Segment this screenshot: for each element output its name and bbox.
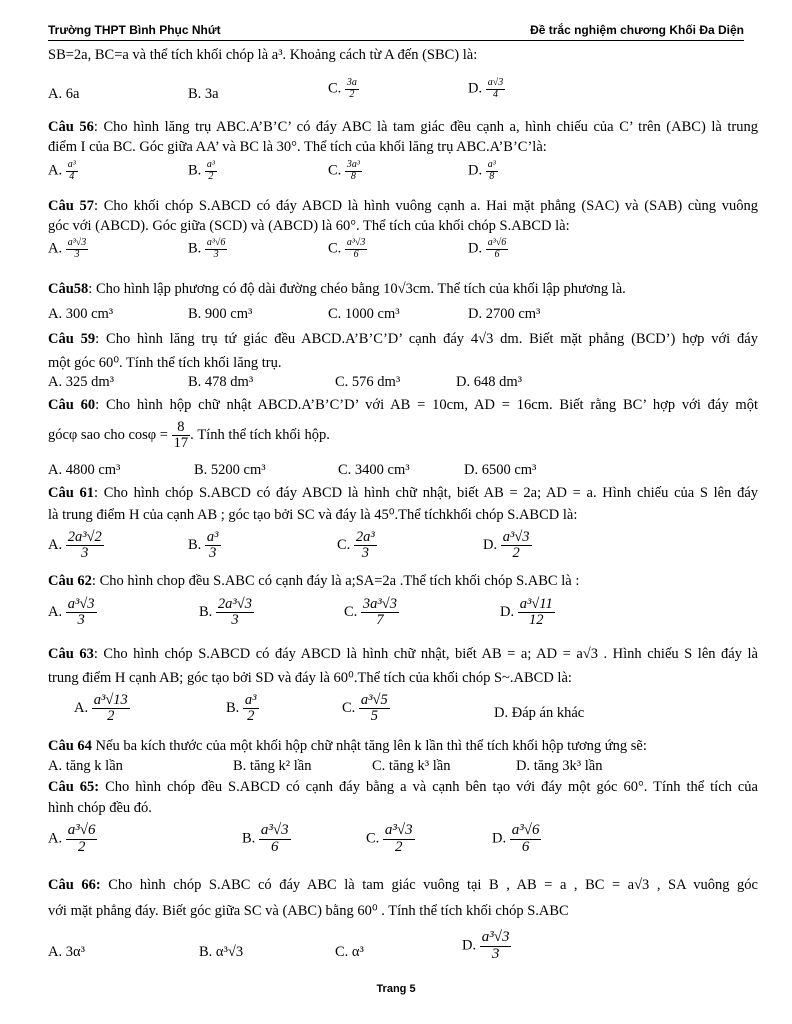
- page-number: Trang 5: [376, 983, 416, 995]
- q59-option-c: C. 576 dm³: [335, 374, 401, 390]
- q61-line1: Câu 61: Cho hình chóp S.ABCD có đáy ABCD là hình chữ nhật, biết AB = 2a; AD = a. Hình chiếu của S lên đáy: [48, 485, 759, 501]
- q63-option-c: C. $\frac{\text{a³√5}}{5}$: [342, 692, 388, 725]
- school-name: Trường THPT Bình Phục Nhứt: [48, 23, 221, 37]
- q62-option-a: A. $\frac{\text{a³√3}}{3}$: [48, 596, 95, 629]
- q65-option-c: C. $\frac{\text{a³√3}}{2}$: [366, 822, 413, 855]
- q62-text: Câu 62: Cho hình chop đều S.ABC có cạnh đáy là a;SA=2a .Thể tích khối chóp S.ABC là :: [48, 573, 580, 589]
- q57-line2: góc với (ABCD). Góc giữa (SCD) và (ABCD) là 60°. Thể tích của khối chóp S.ABCD là:: [48, 218, 570, 234]
- q65-option-a: A. $\frac{\text{a³√6}}{2}$: [48, 822, 96, 855]
- q61-option-c: C. $\frac{\text{2a³}}{3}$: [337, 529, 375, 562]
- q56-option-b: B. $\frac{\text{a³}}{2}$: [188, 159, 215, 182]
- q59-line1: Câu 59: Cho hình lăng trụ tứ giác đều ABCD.A’B’C’D’ cạnh đáy 4√3 dm. Biết mặt phẳng (BCD’) hợp với đáy: [48, 331, 758, 347]
- q61-option-a: A. $\frac{\text{2a³√2}}{3}$: [48, 529, 102, 562]
- q55-option-a: A. 6a: [48, 86, 80, 102]
- q63-line1: Câu 63: Cho hình chóp S.ABCD có đáy ABCD là hình chữ nhật, biết AB = a; AD = a√3 . Hình chiếu S lên đáy là: [48, 646, 758, 662]
- q62-option-c: C. $\frac{\text{3a³√3}}{7}$: [344, 596, 397, 629]
- q55-text: SB=2a, BC=a và thể tích khối chóp là a³. Khoảng cách từ A đến (SBC) là:: [48, 47, 478, 63]
- q66-option-c: C. α³: [335, 944, 364, 960]
- q66-option-a: A. 3α³: [48, 944, 85, 960]
- q61-option-b: B. $\frac{\text{a³}}{3}$: [188, 529, 219, 562]
- q57-line1: Câu 57: Cho khối chóp S.ABCD có đáy ABCD là hình vuông cạnh a. Hai mặt phẳng (SAC) và (SAB) cùng vuông: [48, 198, 758, 214]
- q57-option-c: C. $\frac{\text{a³√3}}{6}$: [328, 237, 366, 260]
- q61-line2: là trung điểm H của cạnh AB ; góc tạo bởi SC và đáy là 45⁰.Thể tíchkhối chóp S.ABCD là:: [48, 507, 578, 523]
- q64-option-b: B. tăng k² lần: [233, 758, 312, 774]
- q59-line2: một góc 60⁰. Tính thể tích khối lăng trụ.: [48, 355, 282, 371]
- q58-option-c: C. 1000 cm³: [328, 306, 400, 322]
- q60-option-d: D. 6500 cm³: [464, 462, 537, 478]
- q58-text: Câu58: Cho hình lập phương có độ dài đường chéo bằng 10√3cm. Thể tích của khối lập phương là.: [48, 281, 626, 297]
- q66-line1: Câu 66: Cho hình chóp S.ABC có đáy ABC là tam giác vuông tại B , AB = a , BC = a√3 , SA vuông góc: [48, 877, 758, 893]
- q63-option-a: A. $\frac{\text{a³√13}}{2}$: [74, 692, 128, 725]
- q57-option-a: A. $\frac{\text{a³√3}}{3}$: [48, 237, 87, 260]
- q56-line1: Câu 56: Cho hình lăng trụ ABC.A’B’C’ có đáy ABC là tam giác đều cạnh a, hình chiếu của C’ trên (ABC) là trung: [48, 119, 758, 135]
- q66-line2: với mặt phẳng đáy. Biết góc giữa SC và (ABC) bằng 60⁰ . Tính thể tích khối chóp S.ABC: [48, 903, 569, 919]
- q65-line1: Câu 65: Cho hình chóp đều S.ABCD có cạnh đáy bằng a và cạnh bên tạo với đáy một góc 60°. Tính thể tích của: [48, 779, 758, 795]
- q55-option-b: B. 3a: [188, 86, 219, 102]
- q65-line2: hình chóp đều đó.: [48, 800, 152, 816]
- q56-option-d: D. $\frac{\text{a³}}{8}$: [468, 159, 496, 182]
- q65-option-b: B. $\frac{\text{a³√3}}{6}$: [242, 822, 289, 855]
- q63-option-d: D. Đáp án khác: [494, 705, 585, 721]
- q61-option-d: D. $\frac{\text{a³√3}}{2}$: [483, 529, 530, 562]
- q55-option-d: D. $\frac{a√3}{4}$: [468, 77, 504, 100]
- q59-option-b: B. 478 dm³: [188, 374, 254, 390]
- q58-option-d: D. 2700 cm³: [468, 306, 541, 322]
- q56-line2: điểm I của BC. Góc giữa AA’ và BC là 30°. Thể tích của khối lăng trụ ABC.A’B’C’là:: [48, 139, 547, 155]
- q58-option-a: A. 300 cm³: [48, 306, 114, 322]
- q63-option-b: B. $\frac{\text{a³}}{2}$: [226, 692, 257, 725]
- q62-option-d: D. $\frac{\text{a³√11}}{12}$: [500, 596, 553, 629]
- q66-option-b: B. α³√3: [199, 944, 244, 960]
- q60-line2: gócφ sao cho cosφ = $\frac{8}{17}$ . Tính thể tích khối hộp.: [48, 419, 330, 452]
- q64-option-a: A. tăng k lần: [48, 758, 123, 774]
- q58-option-b: B. 900 cm³: [188, 306, 253, 322]
- page-header: [48, 20, 744, 41]
- q56-option-c: C. $\frac{\text{3a³}}{8}$: [328, 159, 360, 182]
- q57-option-d: D. $\frac{\text{a³√6}}{6}$: [468, 237, 507, 260]
- q64-option-d: D. tăng 3k³ lần: [516, 758, 603, 774]
- q55-option-c: C. $\frac{3a}{2}$: [328, 77, 357, 100]
- q65-option-d: D. $\frac{\text{a³√6}}{6}$: [492, 822, 540, 855]
- q60-option-c: C. 3400 cm³: [338, 462, 410, 478]
- q64-text: Câu 64 Nếu ba kích thước của một khối hộp chữ nhật tăng lên k lần thì thể tích khối hộp tương ứng sẽ:: [48, 738, 647, 754]
- q64-option-c: C. tăng k³ lần: [372, 758, 451, 774]
- q60-line1: Câu 60: Cho hình hộp chữ nhật ABCD.A’B’C’D’ với AB = 10cm, AD = 16cm. Biết rằng BC’ hợp với đáy một: [48, 397, 758, 413]
- q56-option-a: A. $\frac{\text{a³}}{4}$: [48, 159, 76, 182]
- q59-option-d: D. 648 dm³: [456, 374, 522, 390]
- q57-option-b: B. $\frac{\text{a³√6}}{3}$: [188, 237, 226, 260]
- q62-option-b: B. $\frac{\text{2a³√3}}{3}$: [199, 596, 252, 629]
- q63-line2: trung điểm H cạnh AB; góc tạo bởi SD và đáy là 60⁰.Thể tích của khối chóp S~.ABCD là:: [48, 670, 572, 686]
- q60-option-a: A. 4800 cm³: [48, 462, 121, 478]
- q60-option-b: B. 5200 cm³: [194, 462, 266, 478]
- document-title: Đề trắc nghiệm chương Khối Đa Diện: [530, 23, 744, 37]
- q66-option-d: D. $\frac{\text{a³√3}}{3}$: [462, 929, 510, 962]
- q59-option-a: A. 325 dm³: [48, 374, 114, 390]
